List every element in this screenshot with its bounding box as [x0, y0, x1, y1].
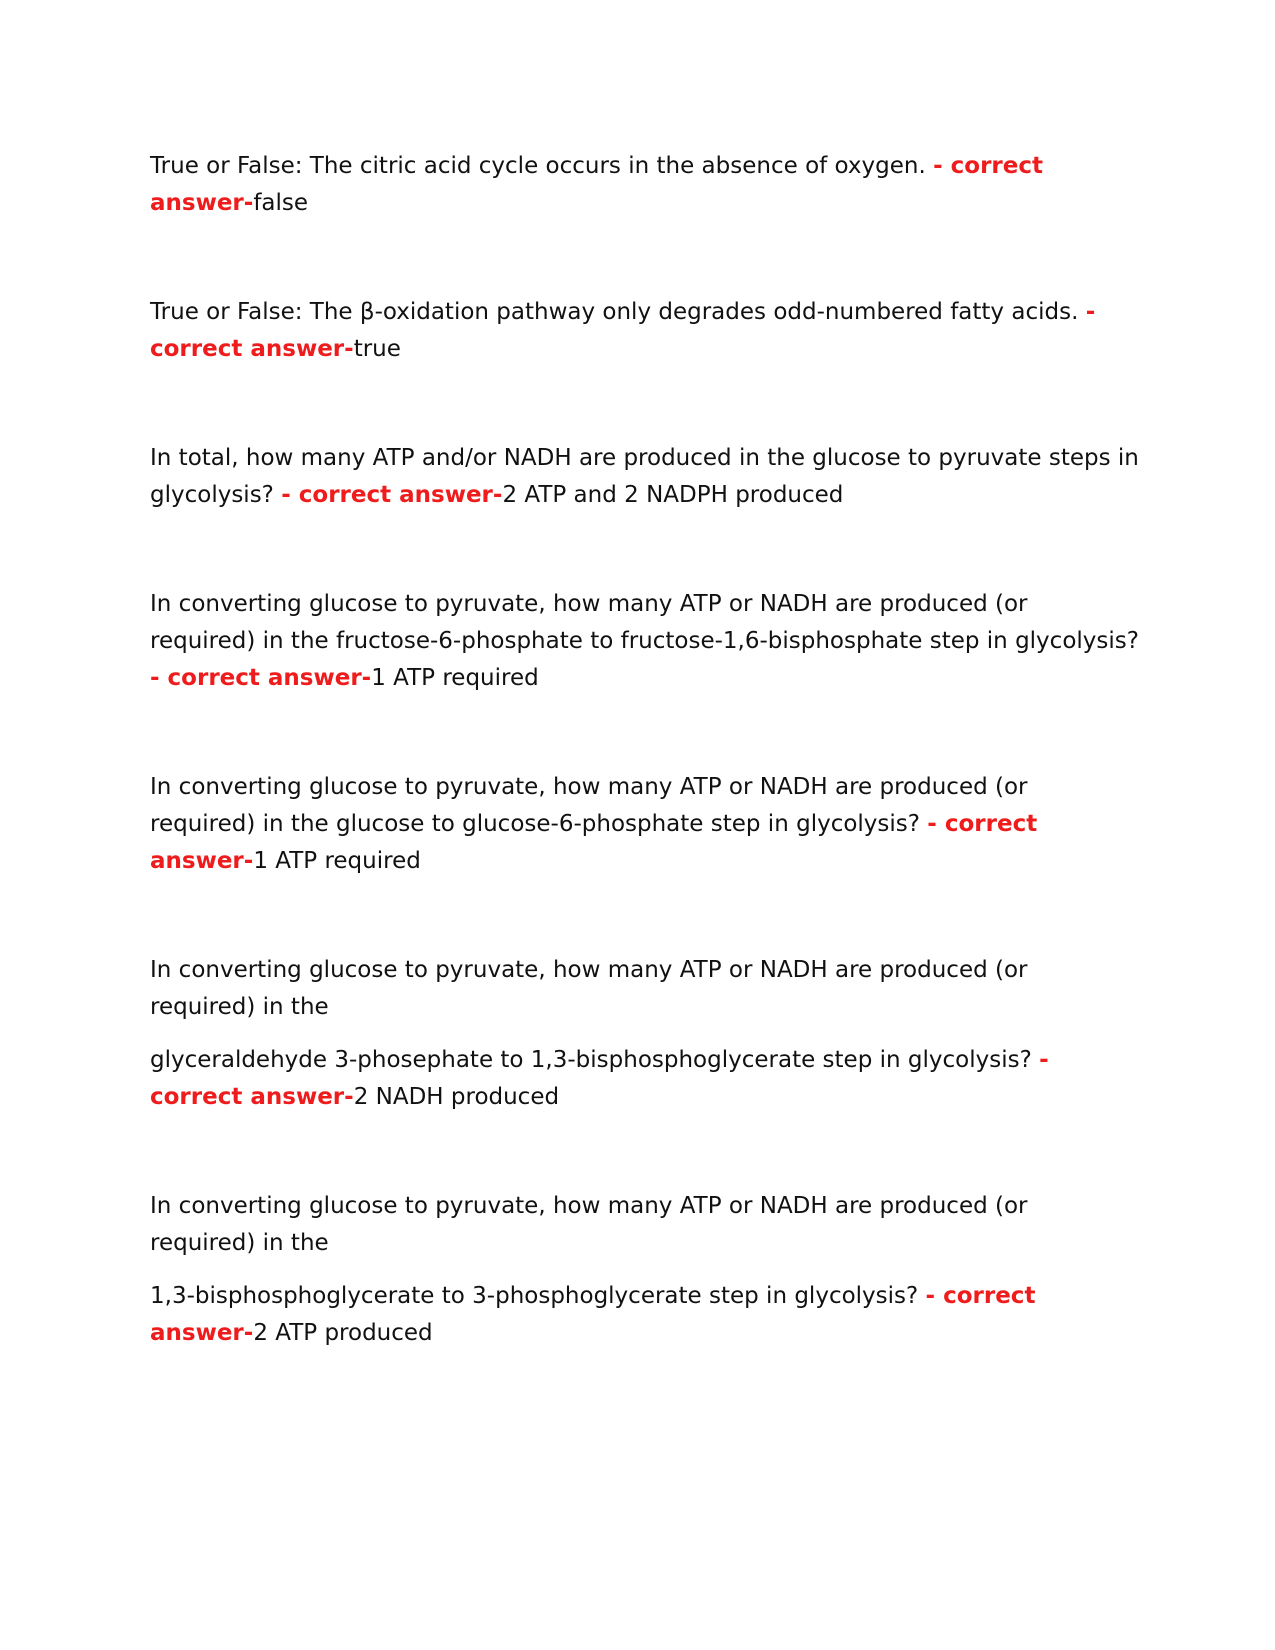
- qa-paragraph: [150, 294, 1140, 368]
- correct-answer-marker: - correct answer-: [150, 665, 372, 691]
- question-text: In converting glucose to pyruvate, how many ATP or NADH are produced (or required) in the fructose-6-phosphate to fructose-1,6-bisphosphate step in glycolysis?: [150, 591, 1139, 654]
- question-text: In total, how many ATP and/or NADH are produced in the glucose to pyruvate steps in glycolysis?: [150, 445, 1139, 508]
- correct-answer-marker: - correct answer-: [150, 1047, 1049, 1110]
- question-text: In converting glucose to pyruvate, how many ATP or NADH are produced (or required) in the glucose to glucose-6-phosphate step in glycolysis?: [150, 774, 1028, 837]
- qa-paragraph: [150, 1042, 1140, 1116]
- qa-item: [150, 769, 1140, 880]
- answer-text: 1 ATP required: [371, 665, 539, 691]
- answer-text: 2 ATP produced: [253, 1320, 433, 1346]
- qa-item: [150, 952, 1140, 1116]
- answer-text: true: [353, 336, 401, 362]
- qa-paragraph: [150, 769, 1140, 880]
- question-text: 1,3-bisphosphoglycerate to 3-phosphoglycerate step in glycolysis?: [150, 1283, 926, 1309]
- qa-item: [150, 440, 1140, 514]
- qa-paragraph: [150, 586, 1140, 697]
- qa-item: [150, 148, 1140, 222]
- correct-answer-marker: - correct answer-: [150, 811, 1038, 874]
- correct-answer-marker: - correct answer-: [281, 482, 503, 508]
- question-intro: In converting glucose to pyruvate, how many ATP or NADH are produced (or required) in the: [150, 1193, 1028, 1256]
- question-text: True or False: The citric acid cycle occurs in the absence of oxygen.: [150, 153, 934, 179]
- question-intro: In converting glucose to pyruvate, how many ATP or NADH are produced (or required) in the: [150, 957, 1028, 1020]
- qa-item: [150, 586, 1140, 697]
- question-text: True or False: The β-oxidation pathway only degrades odd-numbered fatty acids.: [150, 299, 1086, 325]
- qa-item: [150, 1188, 1140, 1352]
- answer-text: false: [253, 190, 309, 216]
- qa-paragraph: [150, 440, 1140, 514]
- question-text: glyceraldehyde 3-phosephate to 1,3-bisphosphoglycerate step in glycolysis?: [150, 1047, 1040, 1073]
- correct-answer-marker: - correct answer-: [150, 299, 1096, 362]
- qa-paragraph: [150, 148, 1140, 222]
- answer-text: 2 NADH produced: [353, 1084, 560, 1110]
- qa-paragraph: [150, 1278, 1140, 1352]
- qa-item: [150, 294, 1140, 368]
- answer-text: 2 ATP and 2 NADPH produced: [502, 482, 844, 508]
- correct-answer-marker: - correct answer-: [150, 1283, 1036, 1346]
- document-page: [150, 148, 1140, 1352]
- answer-text: 1 ATP required: [253, 848, 421, 874]
- correct-answer-marker: - correct answer-: [150, 153, 1043, 216]
